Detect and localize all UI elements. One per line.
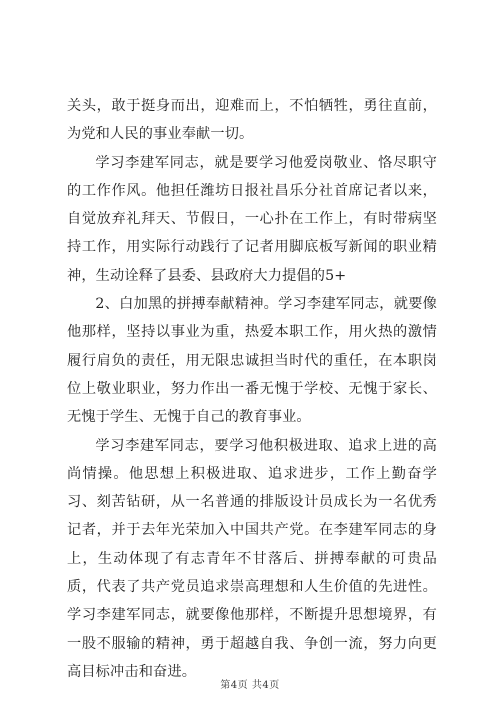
paragraph-work-style: 学习李建军同志，就是要学习他爱岗敬业、恪尽职守的工作作风。他担任潍坊日报社昌乐分社首席记者以来，自觉放弃礼拜天、节假日，一心扑在工作上，有时带病坚持工作，用实际行动践行了记者用脚底板写新闻的职业精神，生动诠释了县委、县政府大力提倡的5+	[67, 154, 437, 284]
page-footer: 第4页 共4页	[220, 680, 280, 691]
paragraph-dedication-spirit: 2、白加黑的拼搏奉献精神。学习李建军同志，就要像他那样，坚持以事业为重，热爱本职工作，用火热的激情履行肩负的责任，用无限忠诚担当时代的重任，在本职岗位上敬业职业，努力作出一番无愧于学校、无愧于家长、无愧于学生、无愧于自己的教育事业。	[67, 296, 437, 426]
document-body	[67, 92, 437, 686]
paragraph-continuation: 关头，敢于挺身而出，迎难而上，不怕牺牲，勇往直前，为党和人民的事业奉献一切。	[67, 98, 437, 143]
paragraph-progress-sentiment: 学习李建军同志，要学习他积极进取、追求上进的高尚情操。他思想上积极进取、追求进步，工作上勤奋学习、刻苦钻研，从一名普通的排版设计员成长为一名优秀记者，并于去年光荣加入中国共产党。在李建军同志的身上，生动体现了有志青年不甘落后、拼搏奉献的可贵品质，代表了共产党员追求崇高理想和人生价值的先进性。学习李建军同志，就要像他那样，不断提升思想境界，有一股不服输的精神，勇于超越自我、争创一流，努力向更高目标冲击和奋进。	[67, 437, 437, 680]
